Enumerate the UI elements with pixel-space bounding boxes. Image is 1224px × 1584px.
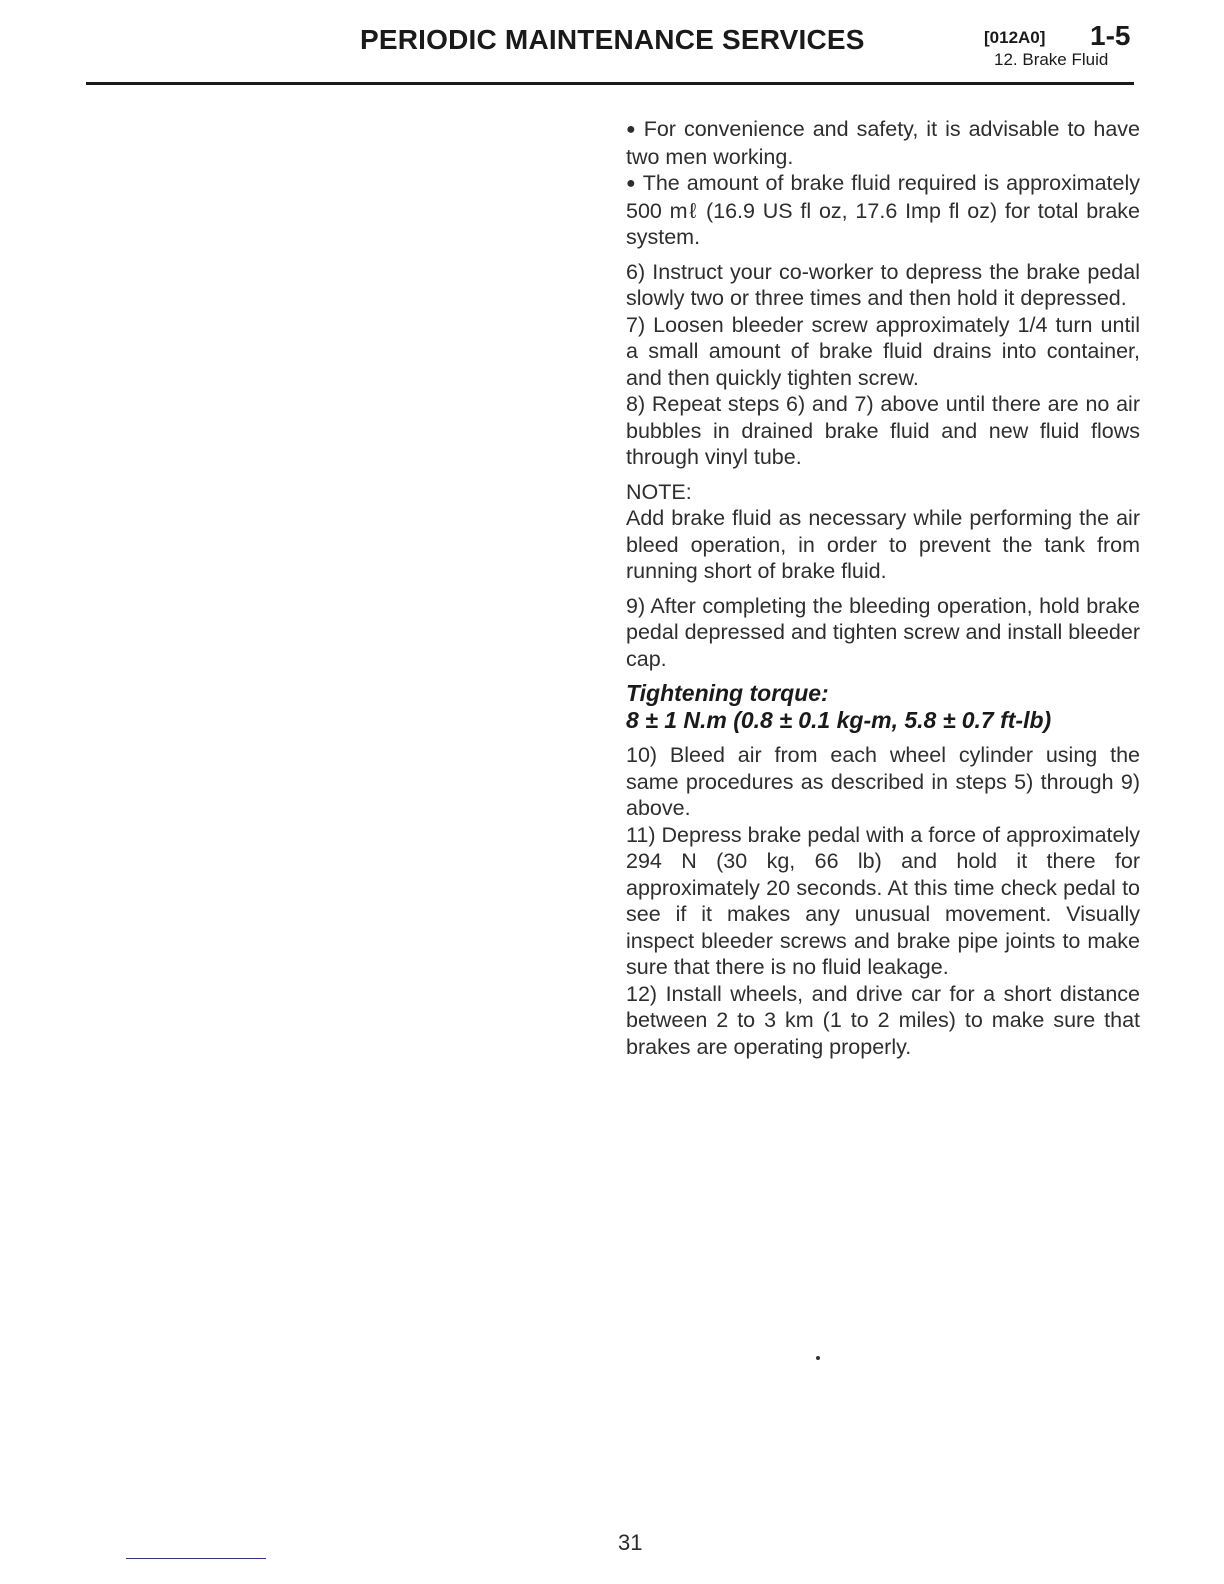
bullet-item	[626, 170, 1140, 251]
page-number: 31	[618, 1530, 643, 1555]
main-content	[626, 116, 1140, 1060]
bullet-item	[626, 116, 1140, 170]
section-code: [012A0]	[984, 28, 1046, 47]
bullet-icon: ●	[626, 175, 637, 192]
section-name: 12. Brake Fluid	[994, 50, 1109, 69]
page-title: PERIODIC MAINTENANCE SERVICES	[360, 24, 865, 55]
step-12: 12) Install wheels, and drive car for a short distance between 2 to 3 km (1 to 2 miles) to make sure that brakes are operating properly.	[626, 981, 1140, 1059]
header-divider	[86, 82, 1134, 85]
torque-value: 8 ± 1 N.m (0.8 ± 0.1 kg-m, 5.8 ± 0.7 ft-lb)	[626, 707, 1052, 733]
note-text: Add brake fluid as necessary while performing the air bleed operation, in order to prevent the tank from running short of brake fluid.	[626, 506, 1140, 583]
step-9: 9) After completing the bleeding operation, hold brake pedal depressed and tighten screw and install bleeder cap.	[626, 593, 1140, 671]
footer-rule	[126, 1558, 266, 1559]
print-speck	[816, 1356, 820, 1360]
bullet-text: For convenience and safety, it is advisable to have two men working.	[626, 117, 1140, 169]
torque-title: Tightening torque:	[626, 680, 829, 706]
bullet-icon: ●	[626, 121, 638, 138]
note-label: NOTE:	[626, 479, 692, 504]
step-8: 8) Repeat steps 6) and 7) above until there are no air bubbles in drained brake fluid and new fluid flows through vinyl tube.	[626, 392, 1140, 469]
step-6: 6) Instruct your co-worker to depress the brake pedal slowly two or three times and then hold it depressed.	[626, 259, 1140, 310]
step-7: 7) Loosen bleeder screw approximately 1/4 turn until a small amount of brake fluid drains into container, and then quickly tighten screw.	[626, 312, 1140, 390]
page-reference: 1-5	[1090, 20, 1131, 51]
step-11: 11) Depress brake pedal with a force of approximately 294 N (30 kg, 66 lb) and hold it there for approximately 20 seconds. At this time check pedal to see if it makes any unusual movement. Visually inspect bleeder screws and brake pipe joints to make sure that there is no fluid leakage.	[626, 822, 1140, 979]
step-10: 10) Bleed air from each wheel cylinder using the same procedures as described in steps 5) through 9) above.	[626, 743, 1140, 820]
bullet-text: The amount of brake fluid required is approximately 500 mℓ (16.9 US fl oz, 17.6 Imp fl oz) for total brake system.	[626, 171, 1140, 249]
